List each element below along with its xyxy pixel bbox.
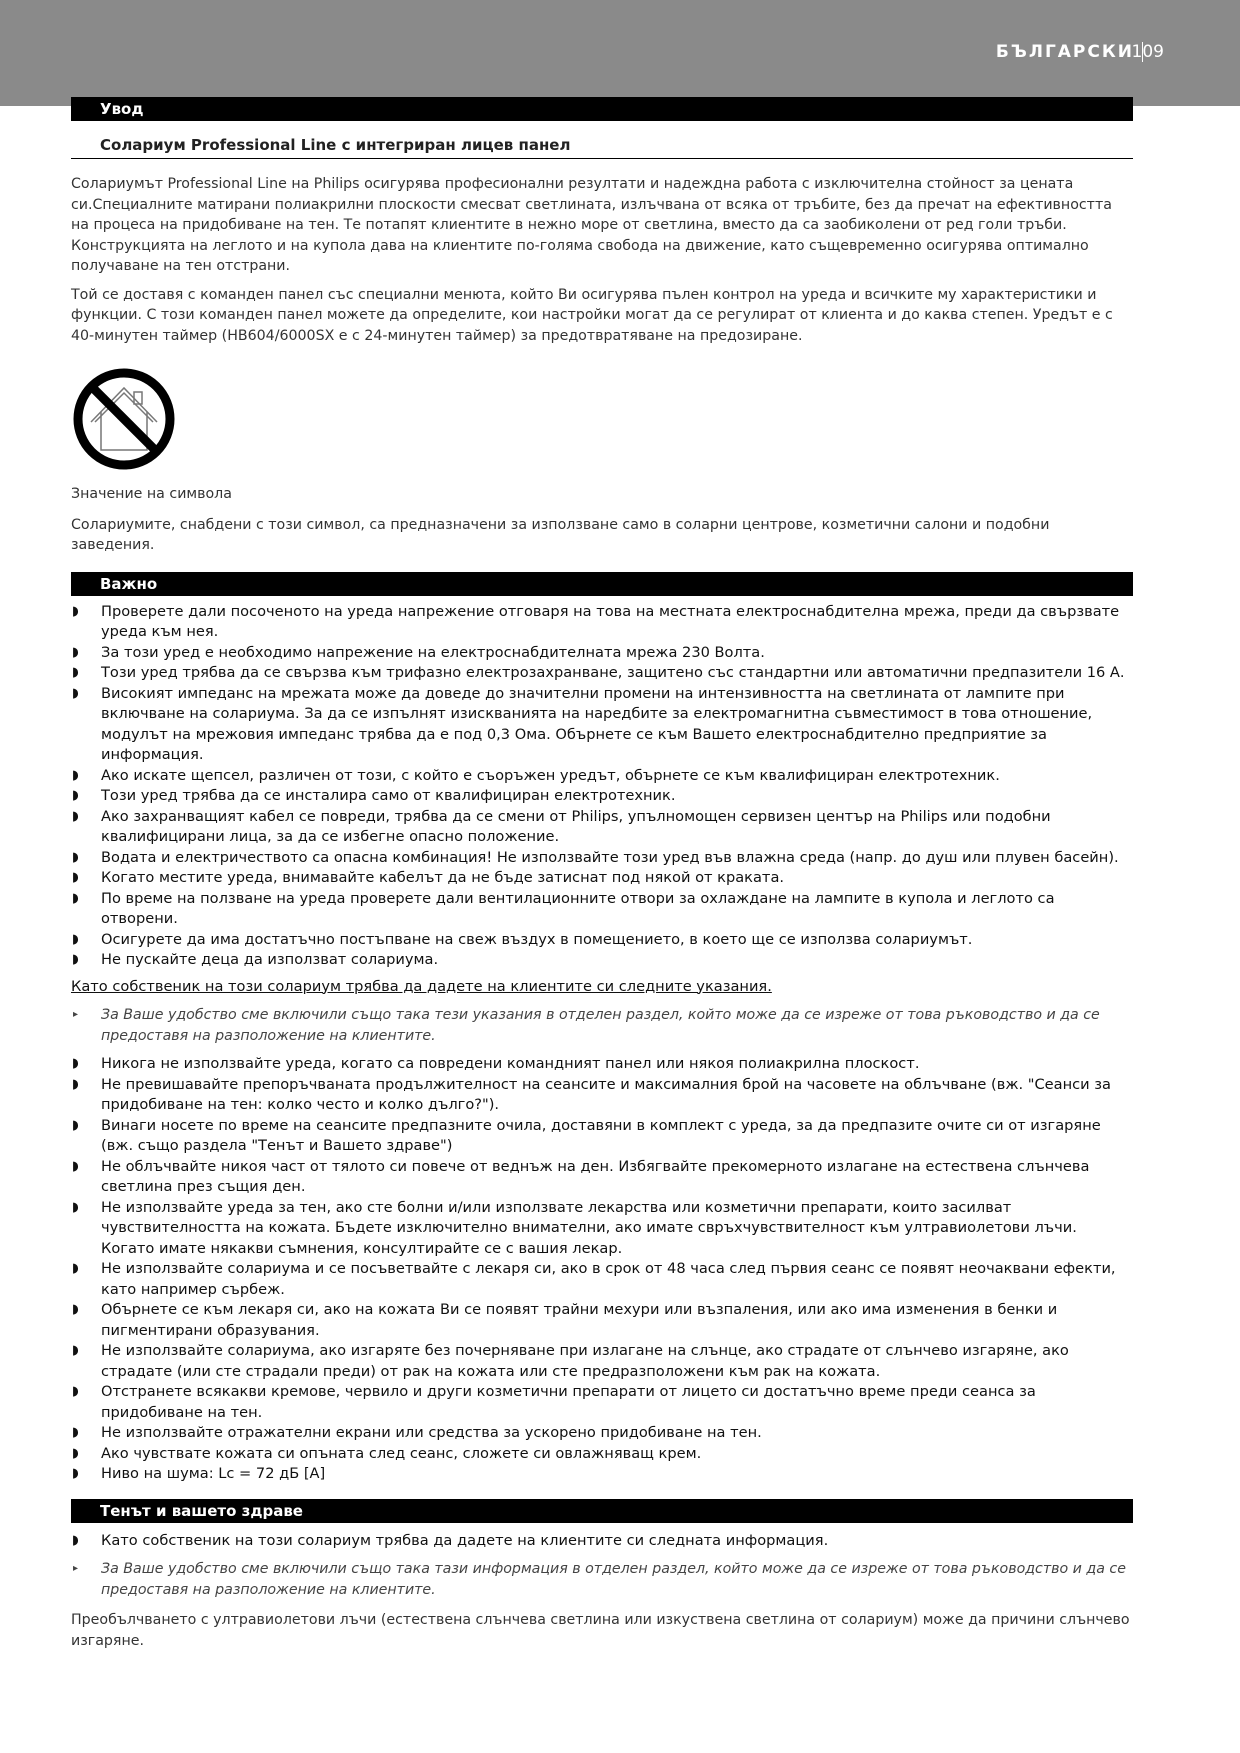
bullet-icon: ◗ bbox=[72, 665, 79, 680]
bullet-icon: ◗ bbox=[72, 644, 79, 660]
note-clients: ▸ За Ваше удобство сме включили също така тези указания в отделен раздел, който може да се изреже от това ръководство и да се предоставя на разположение на клиентите. bbox=[73, 1007, 1100, 1044]
section-title-important: Важно bbox=[71, 572, 1133, 596]
no-home-use-symbol bbox=[71, 366, 1133, 472]
list-item: ◗ Не облъчвайте никоя част от тялото си повече от веднъж на ден. Избягвайте прекомерното излагане на естествена слънчева светлина през същия ден. bbox=[72, 1157, 1090, 1195]
list-item: ◗ Никога не използвайте уреда, когато са повредени командният панел или някоя полиакрилна плоскост. bbox=[71, 1054, 1133, 1075]
bullet-icon: ◗ bbox=[72, 603, 79, 619]
list-item: ◗ Винаги носете по време на сеансите предпазните очила, доставяни в комплект с уреда, за да предпазите очите си от изгаряне (вж. също раздела "Тенът и Вашето здраве") bbox=[72, 1116, 1101, 1154]
list-item: ◗ За този уред е необходимо напрежение на електроснабдителната мрежа 230 Волта. bbox=[71, 643, 1133, 664]
list-item: ◗ Не пускайте деца да използват солариума. bbox=[71, 950, 1133, 971]
list-item: ◗ Като собственик на този солариум трябва да дадете на клиентите си следната информация. bbox=[71, 1531, 1133, 1552]
list-item: ◗ По време на ползване на уреда проверете дали вентилационните отвори за охлаждане на лампите в купола и леглото са отворени. bbox=[72, 889, 1055, 927]
bullet-icon: ◗ bbox=[72, 1343, 79, 1358]
important-list bbox=[71, 602, 1133, 971]
no-home-icon bbox=[71, 366, 177, 472]
section-title-intro: Увод bbox=[71, 97, 1133, 121]
intro-paragraph-1: Солариумът Professional Line на Philips осигурява професионални резултати и надеждна работа с изключителна стойност за цената си.Специалните матирани полиакрилни плоскости смесват светлината, излъчвана от всяка от тръбите, без да пречат на ефективността на процеса на придобиване на тен. Те потапят клиентите в нежно море от светлина, вместо да са заобиколени от ред голи тръби. Конструкцията на леглото и на купола дава на клиентите по-голяма свобода на движение, като същевременно осигурява оптимално получаване на тен отстрани. bbox=[71, 176, 1112, 274]
bullet-icon: ◗ bbox=[72, 890, 79, 906]
bullet-icon: ◗ bbox=[72, 1445, 79, 1461]
bullet-icon: ◗ bbox=[72, 931, 79, 947]
bullet-icon: ◗ bbox=[72, 1302, 79, 1317]
bullet-icon: ◗ bbox=[72, 767, 79, 783]
list-item: ◗ Ако захранващият кабел се повреди, трябва да се смени от Philips, упълномощен сервизен център на Philips или подобни квалифицирани лица, за да се избегне опасно положение. bbox=[72, 807, 1051, 845]
bullet-icon: ◗ bbox=[72, 1076, 79, 1092]
bullet-icon: ◗ bbox=[72, 849, 79, 865]
section-title-health: Тенът и вашето здраве bbox=[71, 1499, 1133, 1523]
page-content bbox=[71, 97, 1133, 1651]
list-item: ◗ Не използвайте солариума, ако изгаряте без почерняване при излагане на слънце, ако страдате от слънчево изгаряне, ако страдате (или сте страдали преди) от рак на кожата или сте предразположени към рак на кожата. bbox=[72, 1342, 1069, 1380]
note-health: ▸ За Ваше удобство сме включили също така тази информация в отделен раздел, който може да се изреже от това ръководство и да се предоставя на разположение на клиентите. bbox=[73, 1561, 1126, 1598]
intro-subtitle: Солариум Professional Line с интегриран лицев панел bbox=[71, 136, 1133, 159]
list-item: ◗ Отстранете всякакви кремове, червило и други козметични препарати от лицето си достатъчно време преди сеанса за придобиване на тен. bbox=[72, 1383, 1036, 1421]
bullet-icon: ◗ bbox=[72, 685, 79, 701]
arrow-bullet-icon: ▸ bbox=[73, 1009, 79, 1020]
list-item: ◗ Не използвайте уреда за тен, ако сте болни и/или използвате лекарства или козметични препарати, които засилват чувствителността на кожата. Бъдете изключително внимателни, ако имате свръхчувствителност към ултравиолетови лъчи. Когато имате някакви съмнения, консултирайте се с вашия лекар. bbox=[72, 1198, 1077, 1257]
bullet-icon: ◗ bbox=[72, 1384, 79, 1399]
owner-instructions-line: Като собственик на този солариум трябва да дадете на клиентите си следните указания. bbox=[71, 977, 772, 995]
health-list bbox=[71, 1531, 1133, 1552]
bullet-icon: ◗ bbox=[72, 808, 79, 824]
list-item: ◗ Този уред трябва да се инсталира само от квалифициран електротехник. bbox=[71, 786, 1133, 807]
list-item: ◗ Не използвайте солариума и се посъветвайте с лекаря си, ако в срок от 48 часа след първия сеанс се появят неочаквани ефекти, като например сърбеж. bbox=[72, 1260, 1116, 1298]
list-item: ◗ Високият импеданс на мрежата може да доведе до значителни промени на интензивността на светлината от лампите при включване на солариума. За да се изпълнят изискванията на наредбите за електромагнитна съвместимост в това отношение, модулът на мрежовия импеданс трябва да е под 0,3 Ома. Обърнете се към Вашето електроснабдително предприятие за информация. bbox=[72, 684, 1093, 763]
bullet-icon: ◗ bbox=[72, 870, 79, 885]
list-item: ◗ Ако чувствате кожата си опъната след сеанс, сложете си овлажняващ крем. bbox=[71, 1444, 1133, 1465]
bullet-icon: ◗ bbox=[72, 788, 79, 803]
list-item: ◗ Проверете дали посоченото на уреда напрежение отговаря на това на местната електроснабдителна мрежа, преди да свързвате уреда към нея. bbox=[72, 602, 1120, 640]
bullet-icon: ◗ bbox=[72, 1056, 79, 1071]
bullet-icon: ◗ bbox=[72, 1261, 79, 1276]
list-item: ◗ Когато местите уреда, внимавайте кабелът да не бъде затиснат под някой от краката. bbox=[71, 868, 1133, 889]
list-item: ◗ Не използвайте отражателни екрани или средства за ускорено придобиване на тен. bbox=[71, 1423, 1133, 1444]
bullet-icon: ◗ bbox=[72, 1425, 79, 1440]
intro-paragraph-2: Той се доставя с команден панел със специални менюта, който Ви осигурява пълен контрол на уреда и всичките му характеристики и функции. С този команден панел можете да определите, кои настройки могат да се регулират от клиента и до каква степен. Уредът е с 40-минутен таймер (HB604/6000SX е с 24-минутен таймер) за предотвратяване на предозиране. bbox=[71, 286, 1113, 344]
health-paragraph: Преобълчването с ултравиолетови лъчи (естествена слънчева светлина или изкуствена светлина от солариум) може да причини слънчево изгаряне. bbox=[71, 1612, 1130, 1649]
list-item: ◗ Ако искате щепсел, различен от този, с който е съоръжен уредът, обърнете се към квалифициран електротехник. bbox=[71, 766, 1133, 787]
symbol-description: Солариумите, снабдени с този символ, са предназначени за използване само в соларни центрове, козметични салони и подобни заведения. bbox=[71, 516, 1050, 553]
page-number: 109 bbox=[1131, 42, 1164, 62]
list-item: ◗ Осигурете да има достатъчно постъпване на свеж въздух в помещението, в което ще се използва солариумът. bbox=[71, 930, 1133, 951]
symbol-caption: Значение на символа bbox=[71, 486, 232, 502]
bullet-icon: ◗ bbox=[72, 952, 79, 967]
page-header-bar bbox=[0, 0, 1240, 106]
arrow-bullet-icon: ▸ bbox=[73, 1563, 79, 1574]
language-label: БЪЛГАРСКИ bbox=[995, 42, 1134, 62]
bullet-icon: ◗ bbox=[72, 1532, 79, 1548]
list-item: ◗ Обърнете се към лекаря си, ако на кожата Ви се появят трайни мехури или възпаления, или ако има изменения в бенки и пигментирани образувания. bbox=[72, 1301, 1058, 1339]
list-item: ◗ Водата и електричеството са опасна комбинация! Не използвайте този уред във влажна среда (напр. до душ или плувен басейн). bbox=[71, 848, 1133, 869]
bullet-icon: ◗ bbox=[72, 1117, 79, 1133]
bullet-icon: ◗ bbox=[72, 1158, 79, 1174]
client-instructions-list bbox=[71, 1054, 1133, 1485]
list-item: ◗ Не превишавайте препоръчваната продължителност на сеансите и максималния брой на часовете на облъчване (вж. "Сеанси за придобиване на тен: колко често и колко дълго?"). bbox=[72, 1075, 1111, 1113]
list-item: ◗ Ниво на шума: Lc = 72 дБ [A] bbox=[71, 1464, 1133, 1485]
bullet-icon: ◗ bbox=[72, 1199, 79, 1215]
bullet-icon: ◗ bbox=[72, 1466, 79, 1481]
list-item: ◗ Този уред трябва да се свързва към трифазно електрозахранване, защитено със стандартни или автоматични предпазители 16 А. bbox=[71, 663, 1133, 684]
